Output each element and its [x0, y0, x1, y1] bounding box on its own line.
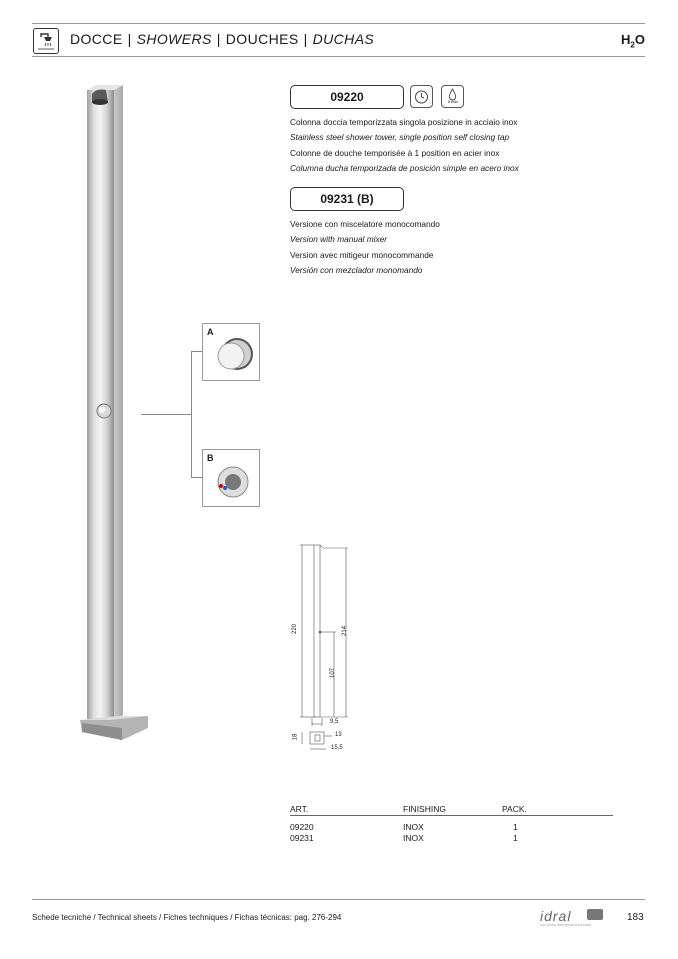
footer-rule: [32, 899, 645, 900]
connector-line: [191, 477, 202, 478]
shower-icon: [33, 28, 59, 54]
dim-13: 13: [335, 732, 342, 738]
title-separator: |: [216, 31, 221, 47]
dim-15-5: 15,5: [331, 745, 343, 751]
table-header-pack: PACK.: [502, 804, 527, 814]
technical-drawing: [286, 540, 356, 760]
desc-it: Versione con miscelatore monocomando: [290, 219, 440, 229]
product-description-09220: [290, 115, 519, 176]
desc-fr: Colonne de douche temporisée à 1 position en acier inox: [290, 147, 500, 158]
connector-line: [141, 414, 192, 415]
dim-214: 214: [342, 625, 349, 637]
shower-tower-image: [78, 80, 158, 742]
connector-line: [191, 351, 192, 477]
product-code-09231: 09231 (B): [290, 187, 404, 211]
table-header-rule: [290, 815, 613, 816]
product-code-09220: 09220: [290, 85, 404, 109]
desc-fr: Version avec mitigeur monocommande: [290, 249, 434, 260]
brand-logo-badge-icon: [587, 909, 603, 920]
brand-logo: idral: [540, 908, 572, 924]
title-en: SHOWERS: [136, 31, 212, 47]
detail-b-label: B: [207, 453, 214, 463]
table-cell-pack: 1: [513, 822, 518, 832]
table-cell-art: 09220: [290, 822, 314, 832]
table-cell-pack: 1: [513, 833, 518, 843]
desc-es: Versión con mezclador monomando: [290, 264, 423, 275]
dim-9-5: 9,5: [330, 719, 339, 725]
dim-220: 220: [292, 623, 299, 635]
connector-line: [191, 351, 202, 352]
table-cell-art: 09231: [290, 833, 314, 843]
desc-en: Version with manual mixer: [290, 234, 387, 245]
title-es: DUCHAS: [312, 31, 375, 47]
title-separator: |: [303, 31, 308, 47]
footer-reference: Schede tecniche / Technical sheets / Fiches techniques / Fichas técnicas: pag. 276-294: [32, 913, 342, 922]
table-cell-finishing: INOX: [403, 822, 424, 832]
detail-a-box: [202, 323, 260, 381]
desc-it: Colonna doccia temporizzata singola posizione in acciaio inox: [290, 117, 518, 127]
timer-icon: [410, 85, 433, 108]
brand-mark: $H_2O$: [621, 32, 645, 50]
title-separator: |: [127, 31, 132, 47]
desc-es: Columna ducha temporizada de posición simple en acero inox: [290, 162, 519, 173]
title-fr: DOUCHES: [225, 31, 299, 47]
product-description-09231: [290, 217, 440, 278]
page-number: 183: [627, 912, 644, 923]
brand-logo-tagline: SOLUZIONI IDROTERMOSANITARIE: [540, 923, 591, 927]
title-it: DOCCE: [70, 31, 123, 47]
header-top-rule: [32, 23, 645, 24]
table-cell-finishing: INOX: [403, 833, 424, 843]
page-title: [70, 31, 374, 47]
header-bottom-rule: [32, 56, 645, 57]
detail-a-label: A: [207, 327, 214, 337]
flow-rate-label: 8 l/min: [447, 100, 459, 104]
table-header-art: ART.: [290, 804, 309, 814]
table-header-finishing: FINISHING: [403, 804, 446, 814]
dim-107: 107: [330, 667, 337, 679]
detail-b-box: [202, 449, 260, 507]
water-drop-icon: [441, 85, 464, 108]
dim-18: 18: [292, 733, 299, 741]
desc-en: Stainless steel shower tower, single position self closing tap: [290, 132, 510, 143]
